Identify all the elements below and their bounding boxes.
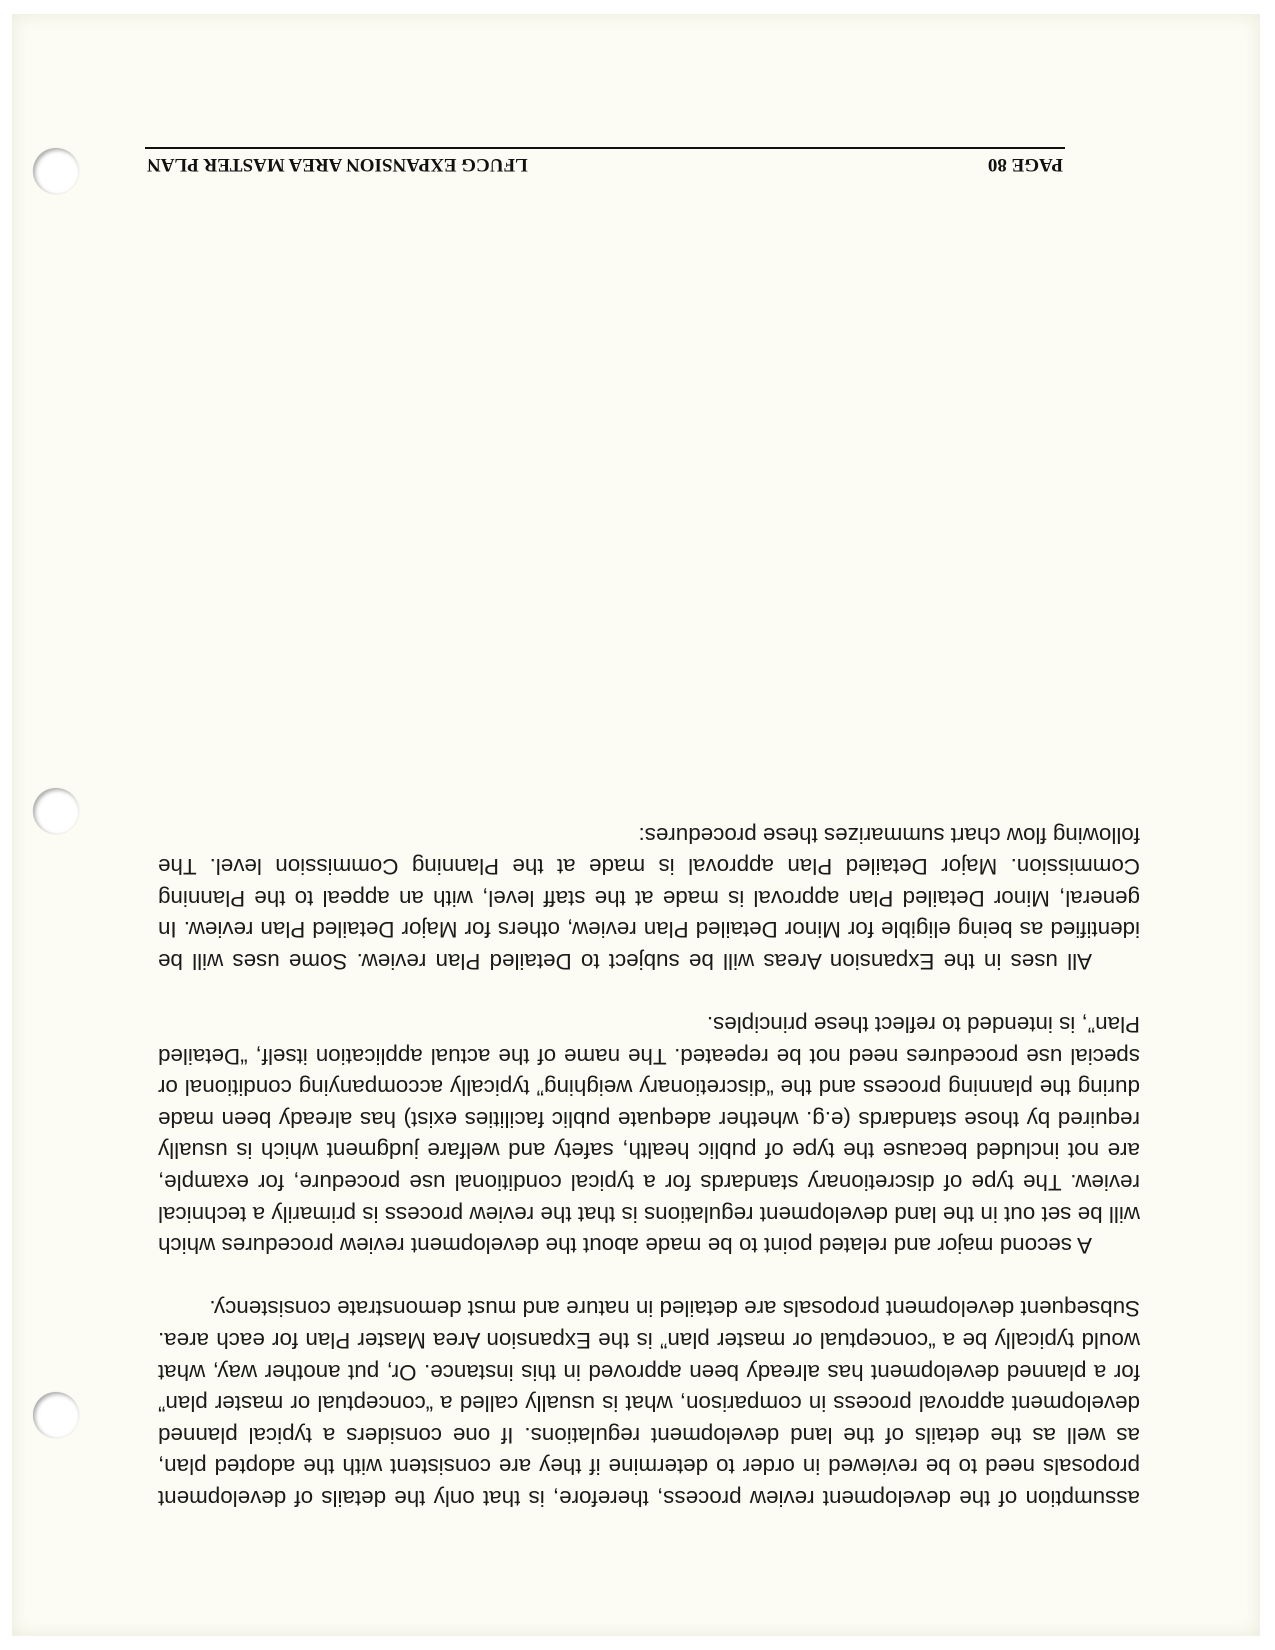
running-header [145,147,1065,177]
body-text [158,787,1140,1514]
page-number: PAGE 80 [987,154,1063,175]
document-title: LFUCG EXPANSION AREA MASTER PLAN [147,154,528,175]
paragraph-review-process: A second major and related point to be made about the development review procedures which will be set out in the land development regulations is that the review process is primarily a technical review. The type of discretionary standards for a typical conditional use procedure, for example, are not included because the type of public health, safety and welfare judgment which is usually required by those standards (e.g. whether adequate public facilities exist) has already been made during the planning process and the “discretionary weighing” typically accompanying conditional or special use procedures need not be repeated. The name of the actual application itself, “Detailed Plan”, is intended to reflect these principles. [158,1012,1140,1259]
paragraph-detailed-plan-review: All uses in the Expansion Areas will be subject to Detailed Plan review. Some uses will be identified as being eligible for Minor Detailed Plan review, others for Major Detailed Plan review. In general, Minor Detailed Plan approval is made at the staff level, with an appeal to the Planning Commission. Major Detailed Plan approval is made at the Planning Commission level. The following flow chart summarizes these procedures: [158,822,1140,974]
paragraph-continuation: assumption of the development review process, therefore, is that only the details of development proposals need to be reviewed in order to determine if they are consistent with the adopted plan, as well as the details of the land development regulations. If one considers a typical planned development approval process in comparison, what is usually called a “conceptual or master plan” for a planned development has already been approved in this instance. Or, put another way, what would typically be a “conceptual or master plan” is the Expansion Area Master Plan for each area. Subsequent development proposals are detailed in nature and must demonstrate consistency. [158,1296,1140,1511]
